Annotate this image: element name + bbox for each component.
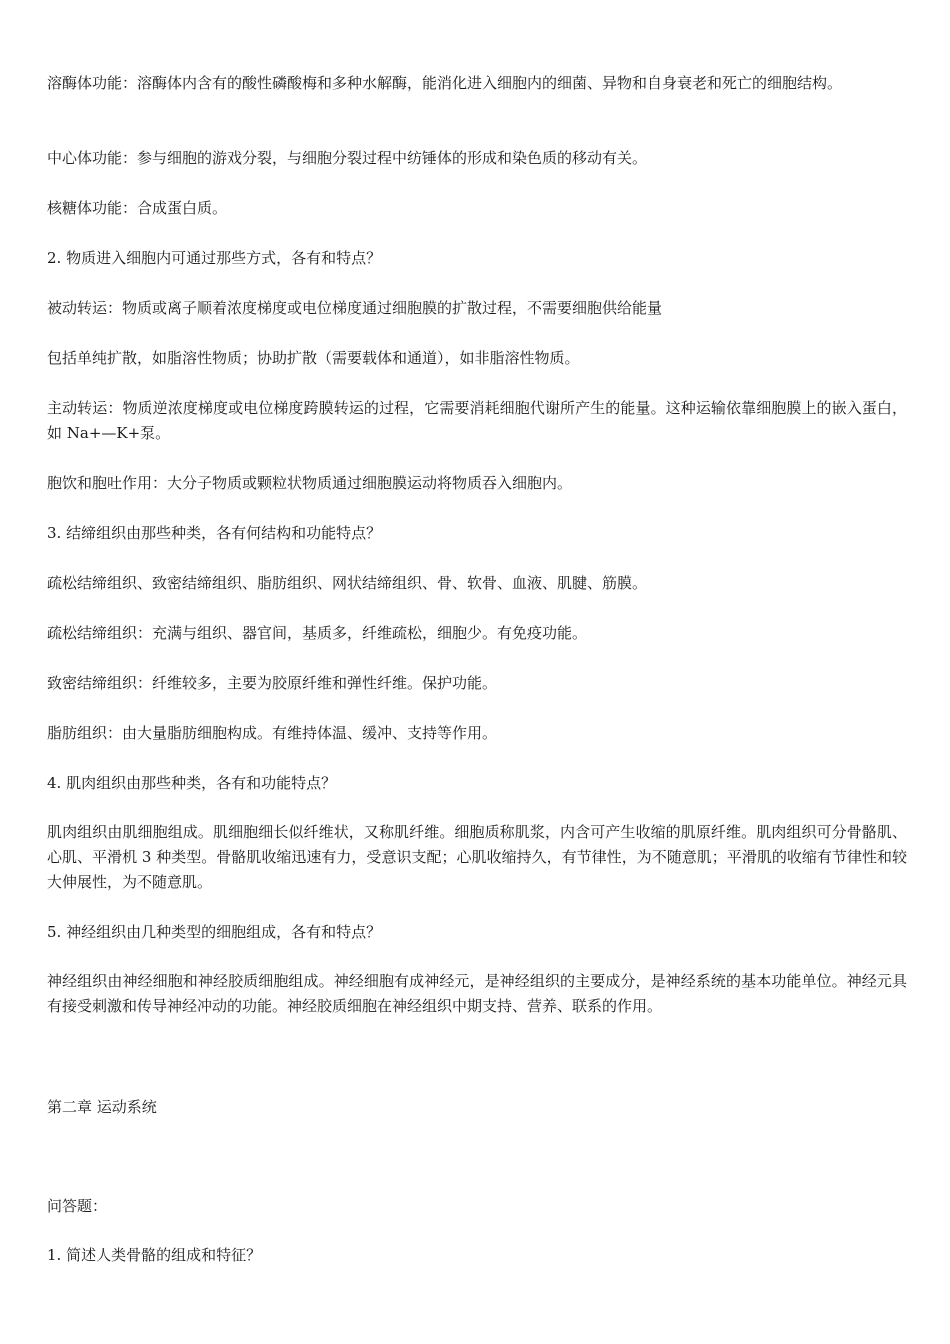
paragraph-passive-transport: 被动转运：物质或离子顺着浓度梯度或电位梯度通过细胞膜的扩散过程，不需要细胞供给能量 [47,299,663,317]
paragraph-nervous-tissue: 神经组织由神经细胞和神经胶质细胞组成。神经细胞有成神经元，是神经组织的主要成分，是神经系统的基本功能单位。神经元具有接受刺激和传导神经冲动的功能。神经胶质细胞在神经组织中期支持、营养、联系的作用。 [47,972,907,1015]
section-heading-qa: 问答题： [47,1197,108,1215]
chapter-heading: 第二章 运动系统 [47,1098,157,1116]
paragraph-dense-connective: 致密结缔组织：纤维较多，主要为胶原纤维和弹性纤维。保护功能。 [47,674,498,692]
paragraph-diffusion-types: 包括单纯扩散，如脂溶性物质；协助扩散（需要载体和通道），如非脂溶性物质。 [47,349,580,367]
question-1-heading: 1. 简述人类骨骼的组成和特征？ [47,1246,262,1264]
paragraph-muscle-tissue: 肌肉组织由肌细胞组成。肌细胞细长似纤维状，又称肌纤维。细胞质称肌浆，内含可产生收缩的肌原纤维。肌肉组织可分骨骼肌、心肌、平滑机 3 种类型。骨骼肌收缩迅速有力，受意识支配；心肌收缩持久，有节律性，为不随意肌；平滑肌的收缩有节律性和较大伸展性，为不随意肌。 [47,823,907,891]
question-4-heading: 4. 肌肉组织由那些种类，各有和功能特点？ [47,774,337,792]
paragraph-adipose-tissue: 脂肪组织：由大量脂肪细胞构成。有维持体温、缓冲、支持等作用。 [47,724,498,742]
paragraph-lysosome-function: 溶酶体功能：溶酶体内含有的酸性磷酸梅和多种水解酶，能消化进入细胞内的细菌、异物和自身衰老和死亡的细胞结构。 [47,74,843,92]
paragraph-active-transport: 主动转运：物质逆浓度梯度或电位梯度跨膜转运的过程，它需要消耗细胞代谢所产生的能量。这种运输依靠细胞膜上的嵌入蛋白，如 Na+—K+泵。 [47,399,907,442]
paragraph-loose-connective: 疏松结缔组织：充满与组织、器官间，基质多，纤维疏松，细胞少。有免疫功能。 [47,624,588,642]
question-3-heading: 3. 结缔组织由那些种类，各有何结构和功能特点？ [47,524,382,542]
paragraph-endocytosis-exocytosis: 胞饮和胞吐作用：大分子物质或颗粒状物质通过细胞膜运动将物质吞入细胞内。 [47,474,573,492]
paragraph-connective-tissue-types: 疏松结缔组织、致密结缔组织、脂肪组织、网状结缔组织、骨、软骨、血液、肌腱、筋膜。 [47,574,648,592]
question-2-heading: 2. 物质进入细胞内可通过那些方式，各有和特点？ [47,249,382,267]
question-5-heading: 5. 神经组织由几种类型的细胞组成，各有和特点？ [47,923,382,941]
paragraph-ribosome-function: 核糖体功能：合成蛋白质。 [47,199,228,217]
paragraph-centrosome-function: 中心体功能：参与细胞的游戏分裂，与细胞分裂过程中纺锤体的形成和染色质的移动有关。 [47,149,648,167]
